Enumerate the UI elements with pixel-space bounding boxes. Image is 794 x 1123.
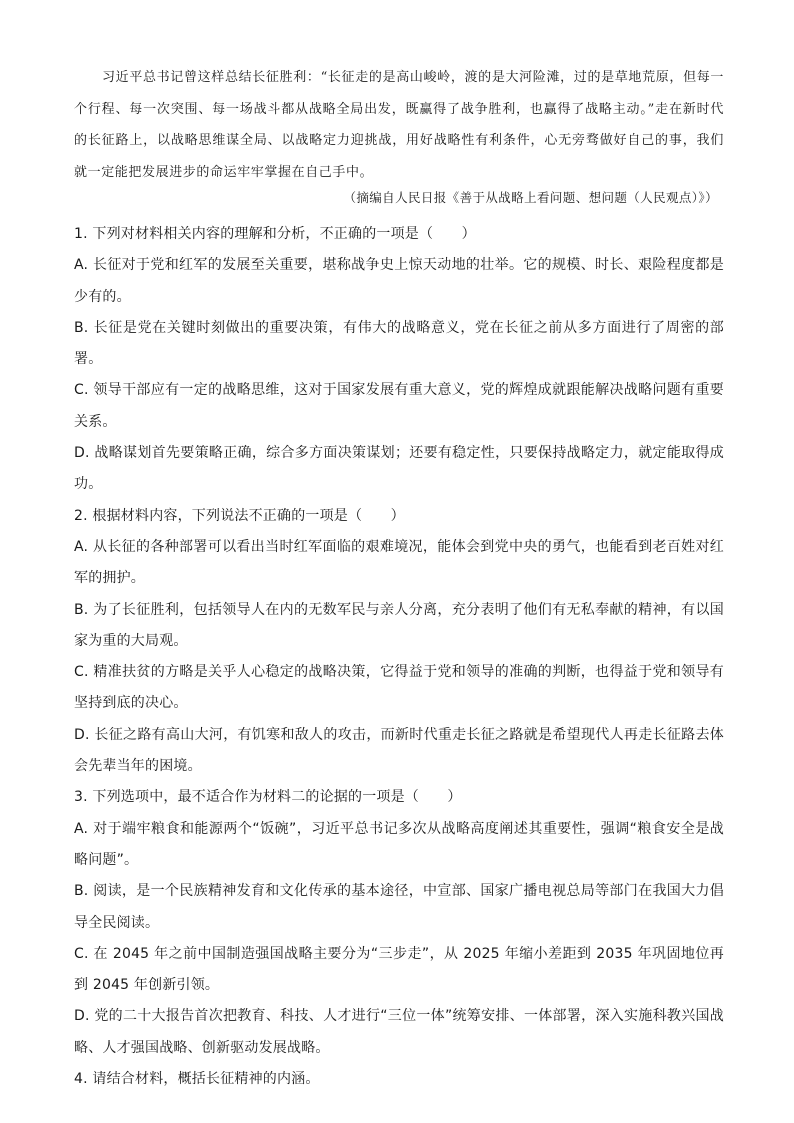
- question-option: C. 领导干部应有一定的战略思维，这对于国家发展有重大意义，党的辉煌成就跟能解决战略问题有重要关系。: [74, 382, 724, 430]
- question-option: B. 为了长征胜利，包括领导人在内的无数军民与亲人分离，充分表明了他们有无私奉献的精神，有以国家为重的大局观。: [74, 601, 724, 649]
- question-option: B. 长征是党在关键时刻做出的重要决策，有伟大的战略意义，党在长征之前从多方面进行了周密的部署。: [74, 319, 724, 368]
- question-option: D. 党的二十大报告首次把教育、科技、人才进行“三位一体”统筹安排、一体部署，深入实施科教兴国战略、人才强国战略、创新驱动发展战略。: [74, 1008, 724, 1056]
- question-option: B. 阅读，是一个民族精神发育和文化传承的基本途径，中宣部、国家广播电视总局等部门在我国大力倡导全民阅读。: [74, 883, 724, 931]
- passage-source: （摘编自人民日报《善于从战略上看问题、想问题（人民观点）》）: [343, 190, 718, 205]
- passage-paragraph: 习近平总书记曾这样总结长征胜利：“长征走的是高山峻岭，渡的是大河险滩，过的是草地荒原，但每一个行程、每一次突围、每一场战斗都从战略全局出发，既赢得了战争胜利，也赢得了战略主动。”走在新时代的长征路上，以战略思维谋全局、以战略定力迎挑战，用好战略性有利条件，心无旁骛做好自己的事，我们就一定能把发展进步的命运牢牢掌握在自己手中。: [74, 70, 724, 180]
- question-option: A. 从长征的各种部署可以看出当时红军面临的艰难境况，能体会到党中央的勇气，也能看到老百姓对红军的拥护。: [74, 538, 724, 587]
- question-option: A. 对于端牢粮食和能源两个“饭碗”，习近平总书记多次从战略高度阐述其重要性，强调“粮食安全是战略问题”。: [74, 820, 724, 868]
- question-list: [74, 219, 724, 1095]
- question-option: C. 在 2045 年之前中国制造强国战略主要分为“三步走”，从 2025 年缩小差距到 2035 年巩固地位再到 2045 年创新引领。: [74, 945, 724, 994]
- question-option: A. 长征对于党和红军的发展至关重要，堪称战争史上惊天动地的壮举。它的规模、时长、艰险程度都是少有的。: [74, 257, 724, 305]
- question-stem: 1. 下列对材料相关内容的理解和分析，不正确的一项是（ ）: [74, 226, 476, 242]
- question-stem: 3. 下列选项中，最不适合作为材料二的论据的一项是（ ）: [74, 789, 462, 806]
- question-stem: 2. 根据材料内容，下列说法不正确的一项是（ ）: [74, 507, 405, 524]
- question-option: D. 长征之路有高山大河，有饥寒和敌人的攻击，而新时代重走长征之路就是希望现代人再走长征路去体会先辈当年的困境。: [74, 726, 724, 775]
- question-option: C. 精准扶贫的方略是关乎人心稳定的战略决策，它得益于党和领导的准确的判断，也得益于党和领导有坚持到底的决心。: [74, 664, 724, 712]
- question-stem: 4. 请结合材料，概括长征精神的内涵。: [74, 1071, 320, 1088]
- question-option: D. 战略谋划首先要策略正确，综合多方面决策谋划；还要有稳定性，只要保持战略定力，就定能取得成功。: [74, 445, 724, 493]
